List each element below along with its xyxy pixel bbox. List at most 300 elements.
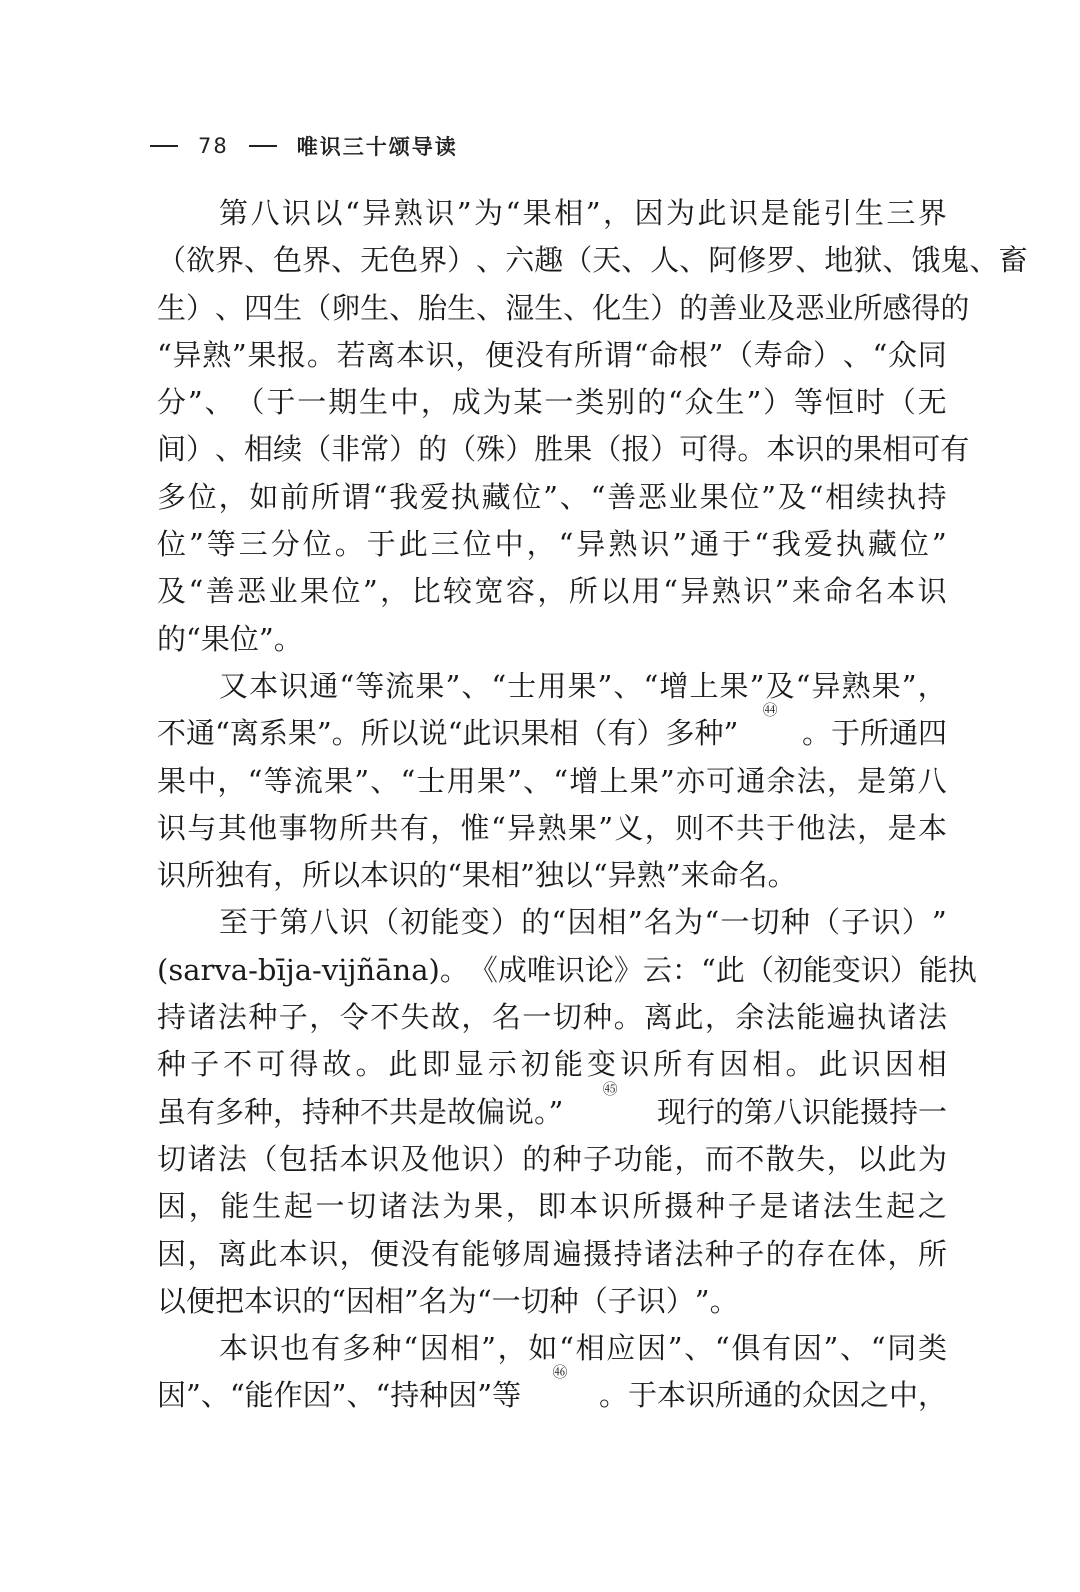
glyph: 爱 — [419, 479, 449, 514]
glyph: 及 — [766, 290, 796, 325]
glyph: 续 — [855, 479, 885, 514]
glyph: ， — [887, 1236, 917, 1271]
glyph: ， — [430, 810, 460, 845]
glyph: 物 — [308, 810, 338, 845]
glyph: 此 — [818, 1047, 848, 1082]
glyph: 、 — [679, 243, 709, 278]
glyph: 以 — [600, 574, 630, 609]
glyph: 。 — [355, 1047, 385, 1082]
glyph: 为 — [666, 196, 696, 230]
glyph: 位 — [302, 527, 332, 562]
glyph: 切 — [157, 1141, 187, 1176]
glyph: ） — [505, 432, 535, 467]
glyph: 子 — [727, 1189, 757, 1224]
glyph: ， — [339, 1236, 369, 1271]
glyph: 八 — [917, 763, 947, 798]
glyph: 果 — [300, 574, 330, 609]
glyph: 法 — [217, 1000, 247, 1035]
glyph: 执 — [886, 479, 916, 514]
glyph: 常 — [360, 432, 390, 467]
glyph: ” — [543, 479, 558, 514]
glyph: 异 — [362, 196, 392, 230]
glyph: 识 — [636, 1283, 666, 1318]
glyph: 法 — [822, 1189, 852, 1224]
glyph: 卵 — [331, 290, 361, 325]
glyph: 能 — [220, 1189, 250, 1224]
glyph: 罗 — [766, 243, 796, 278]
glyph: 种 — [248, 1000, 278, 1035]
glyph: 可 — [679, 432, 709, 467]
glyph: “ — [400, 763, 416, 798]
glyph: “ — [643, 668, 659, 703]
text-line — [157, 568, 947, 615]
glyph: 因 — [157, 1236, 187, 1271]
glyph: ” — [931, 905, 947, 940]
glyph: ” — [901, 668, 917, 703]
glyph: ） — [813, 337, 843, 372]
glyph: ， — [420, 385, 450, 420]
glyph: 可 — [911, 432, 941, 467]
glyph: ” — [187, 385, 203, 420]
glyph: 湿 — [505, 290, 535, 325]
glyph: “ — [795, 668, 811, 703]
glyph: “ — [490, 810, 506, 845]
glyph: 义 — [614, 810, 644, 845]
text-line-with-footnote — [157, 1079, 947, 1136]
glyph: ） — [650, 290, 680, 325]
glyph: 执 — [857, 1000, 887, 1035]
glyph: 所 — [653, 1047, 683, 1082]
glyph: 有 — [430, 1236, 460, 1271]
text-line — [157, 1325, 947, 1372]
glyph: 果 — [476, 763, 506, 798]
glyph: s — [168, 952, 184, 987]
glyph: “ — [476, 1283, 492, 1318]
glyph: 分 — [157, 385, 187, 420]
glyph: 相 — [244, 432, 274, 467]
glyph: 相 — [374, 1283, 404, 1318]
glyph: 八 — [250, 196, 280, 230]
line-text: 不通“离系果”。所以说“此识果相（有）多种” — [157, 716, 739, 751]
glyph: 异 — [172, 337, 202, 372]
glyph: （ — [578, 1283, 608, 1318]
glyph: （ — [157, 243, 187, 278]
glyph: 前 — [280, 479, 310, 514]
glyph: 生 — [854, 196, 884, 230]
glyph: 识 — [370, 1141, 400, 1176]
glyph: 引 — [823, 196, 853, 230]
glyph: ” — [746, 385, 762, 420]
glyph: 其 — [217, 810, 247, 845]
text-line — [157, 899, 947, 946]
glyph: （ — [811, 905, 841, 940]
glyph: 故 — [430, 1000, 460, 1035]
glyph: ， — [218, 479, 248, 514]
glyph: “ — [592, 858, 608, 893]
glyph: 上 — [599, 763, 629, 798]
glyph: 所 — [853, 290, 883, 325]
glyph: 三 — [430, 527, 460, 562]
glyph: 位 — [462, 527, 492, 562]
glyph: 种 — [549, 1283, 579, 1318]
glyph: 诸 — [187, 1141, 217, 1176]
glyph: 识 — [389, 858, 419, 893]
glyph: 无 — [917, 385, 947, 420]
glyph: 第 — [219, 196, 249, 230]
glyph: 因 — [719, 1047, 749, 1082]
glyph: 中 — [389, 385, 419, 420]
glyph: 于 — [722, 527, 752, 562]
glyph: 。 — [767, 858, 797, 893]
glyph: 位 — [730, 479, 760, 514]
glyph: 业 — [824, 290, 854, 325]
glyph: ） — [186, 290, 216, 325]
glyph: 等 — [794, 385, 824, 420]
glyph: （ — [724, 337, 754, 372]
glyph: 果 — [522, 196, 552, 230]
glyph: 熟 — [202, 337, 232, 372]
text-line — [157, 332, 947, 379]
glyph: 事 — [278, 810, 308, 845]
glyph: 藏 — [481, 479, 511, 514]
text-line-with-footnote — [157, 701, 947, 757]
glyph: 识 — [273, 1283, 303, 1318]
glyph: 因 — [419, 1331, 449, 1366]
glyph: 失 — [400, 1000, 430, 1035]
glyph: 法 — [674, 1236, 704, 1271]
glyph: ） — [186, 432, 216, 467]
text-line — [157, 947, 977, 994]
glyph: 及 — [400, 1141, 430, 1176]
glyph: 《 — [468, 952, 498, 987]
glyph: 因 — [345, 1283, 375, 1318]
glyph: 持 — [157, 1000, 187, 1035]
glyph: 离 — [366, 337, 396, 372]
glyph: ) — [428, 952, 440, 987]
glyph: 子 — [607, 1283, 637, 1318]
glyph: v — [321, 952, 339, 987]
glyph: 果 — [415, 668, 445, 703]
glyph: 余 — [735, 1000, 765, 1035]
glyph: 一 — [491, 1283, 521, 1318]
glyph: 鬼 — [940, 243, 970, 278]
glyph: 类 — [575, 385, 605, 420]
glyph: - — [248, 952, 258, 987]
glyph: 识 — [425, 196, 455, 230]
glyph: “ — [633, 337, 649, 372]
glyph: 化 — [592, 290, 622, 325]
glyph: 命 — [823, 574, 853, 609]
glyph: 的 — [824, 432, 854, 467]
footnote-ref-66: ㊻ — [552, 1363, 568, 1382]
glyph: 遍 — [826, 1000, 856, 1035]
glyph: ” — [694, 1283, 710, 1318]
glyph: 、 — [684, 1331, 714, 1366]
glyph: 子 — [583, 1141, 613, 1176]
glyph: 而 — [704, 1141, 734, 1176]
glyph: ” — [445, 668, 461, 703]
glyph: 果 — [719, 668, 749, 703]
glyph: 诸 — [644, 1236, 674, 1271]
glyph: 应 — [606, 1331, 636, 1366]
glyph: 以 — [563, 858, 593, 893]
glyph: 果 — [324, 763, 354, 798]
glyph: 共 — [735, 810, 765, 845]
glyph: 报 — [277, 337, 307, 372]
glyph: ， — [273, 858, 303, 893]
glyph: 感 — [882, 290, 912, 325]
glyph: 为 — [482, 385, 512, 420]
glyph: 等 — [206, 527, 236, 562]
glyph: 子 — [841, 905, 871, 940]
glyph: 于 — [766, 810, 796, 845]
glyph: 较 — [443, 574, 473, 609]
text-line — [157, 521, 947, 568]
book-title: 唯识三十颂导读 — [296, 135, 458, 159]
glyph: 非 — [331, 432, 361, 467]
glyph: 失 — [796, 1141, 826, 1176]
glyph: 是 — [887, 810, 917, 845]
glyph: 阿 — [708, 243, 738, 278]
glyph: 分 — [270, 527, 300, 562]
text-line — [157, 474, 947, 521]
glyph: 及 — [157, 574, 187, 609]
text-line — [157, 237, 1028, 284]
glyph: 是 — [857, 763, 887, 798]
glyph: 我 — [389, 479, 419, 514]
glyph: 于 — [249, 905, 279, 940]
glyph: 用 — [446, 763, 476, 798]
glyph: 通 — [736, 763, 766, 798]
glyph: 一 — [522, 1000, 552, 1035]
glyph: ” — [598, 810, 614, 845]
glyph: 所 — [917, 1236, 947, 1271]
glyph: 间 — [157, 432, 187, 467]
glyph: ” — [597, 668, 613, 703]
glyph: 的 — [302, 1283, 332, 1318]
glyph: 有 — [544, 337, 574, 372]
glyph: v — [214, 952, 231, 987]
glyph: 所 — [568, 574, 598, 609]
glyph: “ — [447, 858, 462, 893]
line-text: 虽有多种，持种不共是故偏说。” — [157, 1094, 564, 1129]
glyph: 。 — [709, 1283, 739, 1318]
glyph: 独 — [534, 858, 564, 893]
glyph: 惟 — [460, 810, 490, 845]
glyph: 识 — [743, 574, 773, 609]
glyph: 至 — [219, 905, 249, 940]
glyph: 畜 — [998, 243, 1028, 278]
glyph: 在 — [826, 1236, 856, 1271]
glyph: 识 — [555, 952, 585, 987]
glyph: 此 — [697, 196, 727, 230]
glyph: 报 — [621, 432, 651, 467]
glyph: 善 — [205, 574, 235, 609]
glyph: 亦 — [675, 763, 705, 798]
glyph: 士 — [416, 763, 446, 798]
glyph: 狱 — [853, 243, 883, 278]
glyph: 变 — [460, 905, 490, 940]
glyph: 得 — [911, 290, 941, 325]
glyph: 界 — [418, 243, 448, 278]
glyph: 成 — [451, 385, 481, 420]
glyph: 法 — [765, 1000, 795, 1035]
glyph: 则 — [675, 810, 705, 845]
glyph: 因 — [567, 905, 597, 940]
glyph: 善 — [708, 290, 738, 325]
glyph: 恶 — [795, 290, 825, 325]
glyph: 若 — [336, 337, 366, 372]
glyph: 果 — [200, 621, 230, 656]
glyph: （ — [447, 432, 477, 467]
glyph: 为 — [674, 905, 704, 940]
glyph: 宽 — [474, 574, 504, 609]
glyph: 因 — [157, 1189, 187, 1224]
glyph: “ — [667, 385, 683, 420]
glyph: ， — [674, 1141, 704, 1176]
glyph: 切 — [552, 1000, 582, 1035]
glyph: 。 — [439, 952, 469, 987]
glyph: 初 — [773, 952, 803, 987]
glyph: 。 — [785, 1047, 815, 1082]
glyph: ， — [455, 337, 485, 372]
text-line — [157, 190, 947, 237]
glyph: 有 — [311, 1331, 341, 1366]
glyph: 不 — [735, 1141, 765, 1176]
glyph: 变 — [831, 952, 861, 987]
running-header — [150, 126, 458, 166]
glyph: 界 — [302, 243, 332, 278]
glyph: 此 — [887, 1141, 917, 1176]
glyph: 论 — [584, 952, 614, 987]
glyph: 本 — [886, 574, 916, 609]
glyph: 子 — [735, 1236, 765, 1271]
glyph: 种 — [695, 1189, 725, 1224]
glyph: 相 — [575, 1331, 605, 1366]
glyph: ， — [309, 1000, 339, 1035]
glyph: ， — [505, 1189, 535, 1224]
glyph: 、 — [370, 763, 400, 798]
glyph: 六 — [505, 243, 535, 278]
glyph: （ — [248, 1141, 278, 1176]
glyph: ” — [749, 668, 765, 703]
header-dash-left — [150, 145, 178, 147]
glyph: 生 — [715, 385, 745, 420]
glyph: 离 — [644, 1000, 674, 1035]
glyph: ， — [826, 763, 856, 798]
glyph: “ — [553, 763, 569, 798]
glyph: 八 — [309, 905, 339, 940]
glyph: 业 — [268, 574, 298, 609]
glyph: 相 — [554, 196, 584, 230]
glyph: 种 — [583, 1000, 613, 1035]
text-line — [157, 1231, 947, 1278]
text-line — [157, 1183, 947, 1230]
glyph: 恶 — [637, 479, 667, 514]
glyph: 够 — [491, 1236, 521, 1271]
glyph: 包 — [278, 1141, 308, 1176]
glyph: 法 — [217, 1141, 247, 1176]
glyph: 生 — [360, 290, 390, 325]
glyph: 一 — [297, 385, 327, 420]
glyph: 、 — [461, 668, 491, 703]
glyph: 熟 — [711, 574, 741, 609]
glyph: 某 — [513, 385, 543, 420]
glyph: n — [392, 952, 412, 987]
glyph: 种 — [157, 1047, 187, 1082]
glyph: ” — [354, 763, 370, 798]
glyph: ” — [774, 574, 790, 609]
glyph: 能 — [553, 1047, 583, 1082]
glyph: 中 — [494, 527, 524, 562]
glyph: “ — [491, 668, 507, 703]
glyph: 位 — [157, 527, 187, 562]
glyph: 无 — [360, 243, 390, 278]
glyph: 多 — [157, 479, 187, 514]
glyph: 生 — [252, 1189, 282, 1224]
glyph: 业 — [737, 290, 767, 325]
glyph: 的 — [765, 1236, 795, 1271]
glyph: 摄 — [664, 1189, 694, 1224]
glyph: 以 — [331, 858, 361, 893]
glyph: 的 — [522, 1141, 552, 1176]
glyph: 功 — [613, 1141, 643, 1176]
glyph: ” — [188, 527, 204, 562]
glyph: 、 — [244, 243, 274, 278]
glyph: 即 — [537, 1189, 567, 1224]
glyph: （ — [370, 905, 400, 940]
line-text-tail: 。于本识所通的众因之中， — [598, 1378, 947, 1413]
glyph: 增 — [569, 763, 599, 798]
glyph: ā — [375, 952, 393, 987]
glyph: a — [411, 952, 429, 987]
glyph: 此 — [674, 1000, 704, 1035]
glyph: “ — [344, 196, 360, 230]
glyph: 、 — [563, 290, 593, 325]
glyph: 余 — [766, 763, 796, 798]
body-text — [157, 190, 1028, 1420]
glyph: 本 — [249, 668, 279, 703]
text-line — [157, 1278, 947, 1325]
glyph: 。 — [334, 527, 364, 562]
glyph: （ — [592, 432, 622, 467]
glyph: 切 — [520, 1283, 550, 1318]
glyph: 名 — [854, 574, 884, 609]
glyph: 起 — [283, 1189, 313, 1224]
glyph: “ — [339, 668, 355, 703]
glyph: 之 — [917, 1189, 947, 1224]
glyph: 修 — [737, 243, 767, 278]
glyph: 色 — [273, 243, 303, 278]
glyph: 此 — [248, 1236, 278, 1271]
glyph: ” — [481, 1331, 496, 1366]
glyph: 持 — [917, 479, 947, 514]
glyph: “ — [188, 574, 204, 609]
glyph: 位 — [512, 479, 542, 514]
glyph: 地 — [824, 243, 854, 278]
glyph: 命 — [649, 337, 679, 372]
glyph: 识 — [425, 337, 455, 372]
glyph: ” — [507, 763, 522, 798]
glyph: ： — [671, 952, 701, 987]
glyph: 此 — [715, 952, 745, 987]
glyph: “ — [186, 621, 201, 656]
glyph: ” — [362, 574, 378, 609]
page-number: 78 — [198, 134, 229, 158]
glyph: “ — [558, 527, 574, 562]
glyph: “ — [551, 905, 567, 940]
glyph: 熟 — [636, 858, 666, 893]
